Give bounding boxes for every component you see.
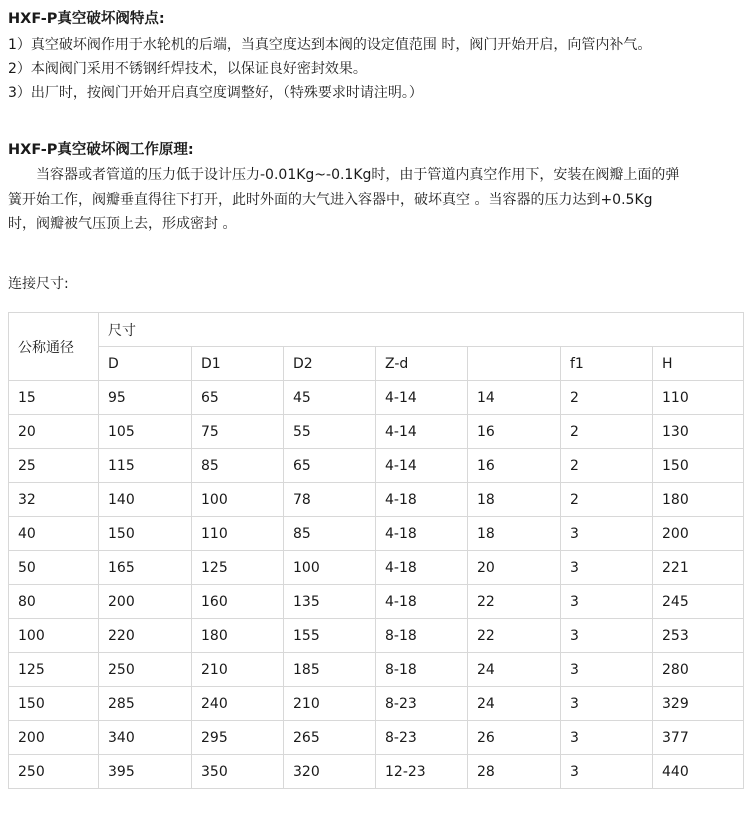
- table-row: [9, 449, 744, 483]
- table-cell: 12-23: [376, 755, 468, 789]
- table-row: [9, 551, 744, 585]
- table-cell: 285: [99, 687, 192, 721]
- table-cell: 2: [561, 415, 653, 449]
- table-cell: 150: [9, 687, 99, 721]
- table-cell: 150: [99, 517, 192, 551]
- feature-item-3: 3）出厂时，按阀门开始开启真空度调整好，（特殊要求时请注明。）: [8, 85, 423, 101]
- table-row: [9, 653, 744, 687]
- table-cell: 4-14: [376, 415, 468, 449]
- table-cell: 32: [9, 483, 99, 517]
- table-cell: 150: [653, 449, 744, 483]
- table-cell: 24: [468, 687, 561, 721]
- table-cell: 200: [9, 721, 99, 755]
- table-row: [9, 415, 744, 449]
- table-cell: 3: [561, 619, 653, 653]
- table-cell: 115: [99, 449, 192, 483]
- table-row: [9, 585, 744, 619]
- table-cell: 245: [653, 585, 744, 619]
- table-cell: 185: [284, 653, 376, 687]
- table-cell: 125: [192, 551, 284, 585]
- table-row: [9, 619, 744, 653]
- table-cell: 78: [284, 483, 376, 517]
- table-cell: 110: [653, 381, 744, 415]
- table-cell: 8-18: [376, 619, 468, 653]
- table-cell: 155: [284, 619, 376, 653]
- table-cell: 110: [192, 517, 284, 551]
- column-header: H: [653, 347, 744, 381]
- table-cell: 253: [653, 619, 744, 653]
- table-cell: 100: [284, 551, 376, 585]
- column-header: D1: [192, 347, 284, 381]
- table-cell: 2: [561, 381, 653, 415]
- table-cell: 135: [284, 585, 376, 619]
- table-row: [9, 721, 744, 755]
- table-row: [9, 755, 744, 789]
- table-cell: 250: [99, 653, 192, 687]
- table-cell: 25: [9, 449, 99, 483]
- column-header: [468, 347, 561, 381]
- table-cell: 4-14: [376, 449, 468, 483]
- table-cell: 395: [99, 755, 192, 789]
- nominal-diameter-header: 公称通径: [9, 313, 99, 381]
- table-cell: 100: [9, 619, 99, 653]
- table-cell: 16: [468, 415, 561, 449]
- table-cell: 55: [284, 415, 376, 449]
- table-cell: 28: [468, 755, 561, 789]
- principle-line-1: 当容器或者管道的压力低于设计压力-0.01Kg~-0.1Kg时，由于管道内真空作用下，安装在阀瓣上面的弹: [36, 167, 680, 183]
- table-cell: 200: [653, 517, 744, 551]
- principle-line-3: 时，阀瓣被气压顶上去，形成密封 。: [8, 216, 237, 232]
- table-cell: 22: [468, 619, 561, 653]
- feature-item-2: 2）本阀阀门采用不锈钢纤焊技术，以保证良好密封效果。: [8, 61, 367, 77]
- table-cell: 50: [9, 551, 99, 585]
- table-cell: 105: [99, 415, 192, 449]
- table-cell: 2: [561, 483, 653, 517]
- table-cell: 3: [561, 721, 653, 755]
- table-cell: 440: [653, 755, 744, 789]
- table-cell: 125: [9, 653, 99, 687]
- table-cell: 329: [653, 687, 744, 721]
- table-cell: 221: [653, 551, 744, 585]
- table-cell: 20: [468, 551, 561, 585]
- column-header: Z-d: [376, 347, 468, 381]
- table-cell: 20: [9, 415, 99, 449]
- table-cell: 350: [192, 755, 284, 789]
- table-row: [9, 687, 744, 721]
- table-cell: 130: [653, 415, 744, 449]
- table-cell: 210: [284, 687, 376, 721]
- table-cell: 320: [284, 755, 376, 789]
- table-cell: 165: [99, 551, 192, 585]
- table-cell: 40: [9, 517, 99, 551]
- table-cell: 4-18: [376, 551, 468, 585]
- table-cell: 160: [192, 585, 284, 619]
- features-title: HXF-P真空破坏阀特点:: [8, 11, 165, 27]
- table-cell: 24: [468, 653, 561, 687]
- column-header: D2: [284, 347, 376, 381]
- table-cell: 18: [468, 517, 561, 551]
- table-cell: 3: [561, 755, 653, 789]
- table-cell: 210: [192, 653, 284, 687]
- table-cell: 45: [284, 381, 376, 415]
- table-cell: 3: [561, 551, 653, 585]
- table-cell: 180: [192, 619, 284, 653]
- table-cell: 8-18: [376, 653, 468, 687]
- table-row: [9, 381, 744, 415]
- dimensions-table: [8, 312, 744, 789]
- table-row: [9, 517, 744, 551]
- table-cell: 95: [99, 381, 192, 415]
- table-cell: 3: [561, 585, 653, 619]
- table-cell: 8-23: [376, 687, 468, 721]
- principle-line-2: 簧开始工作，阀瓣垂直得往下打开，此时外面的大气进入容器中，破坏真空 。当容器的压力达到+0.5Kg: [8, 192, 653, 208]
- column-header: f1: [561, 347, 653, 381]
- table-cell: 75: [192, 415, 284, 449]
- column-header: D: [99, 347, 192, 381]
- table-cell: 3: [561, 687, 653, 721]
- dimensions-label: 连接尺寸:: [8, 276, 69, 292]
- table-row: [9, 483, 744, 517]
- table-cell: 4-18: [376, 517, 468, 551]
- table-cell: 8-23: [376, 721, 468, 755]
- table-cell: 85: [284, 517, 376, 551]
- table-cell: 3: [561, 517, 653, 551]
- table-cell: 4-14: [376, 381, 468, 415]
- size-header: 尺寸: [99, 313, 744, 347]
- principle-title: HXF-P真空破坏阀工作原理:: [8, 142, 194, 158]
- table-cell: 250: [9, 755, 99, 789]
- table-cell: 280: [653, 653, 744, 687]
- table-cell: 265: [284, 721, 376, 755]
- table-cell: 180: [653, 483, 744, 517]
- table-cell: 340: [99, 721, 192, 755]
- table-cell: 22: [468, 585, 561, 619]
- table-cell: 140: [99, 483, 192, 517]
- table-cell: 16: [468, 449, 561, 483]
- table-cell: 80: [9, 585, 99, 619]
- table-cell: 2: [561, 449, 653, 483]
- table-cell: 18: [468, 483, 561, 517]
- table-cell: 14: [468, 381, 561, 415]
- table-cell: 65: [192, 381, 284, 415]
- table-cell: 100: [192, 483, 284, 517]
- table-cell: 3: [561, 653, 653, 687]
- table-cell: 295: [192, 721, 284, 755]
- table-cell: 15: [9, 381, 99, 415]
- table-cell: 85: [192, 449, 284, 483]
- table-cell: 4-18: [376, 585, 468, 619]
- table-cell: 220: [99, 619, 192, 653]
- table-cell: 26: [468, 721, 561, 755]
- table-cell: 65: [284, 449, 376, 483]
- table-cell: 240: [192, 687, 284, 721]
- table-cell: 377: [653, 721, 744, 755]
- table-cell: 4-18: [376, 483, 468, 517]
- table-cell: 200: [99, 585, 192, 619]
- feature-item-1: 1）真空破坏阀作用于水轮机的后端，当真空度达到本阀的设定值范围 时，阀门开始开启，向管内补气。: [8, 37, 652, 53]
